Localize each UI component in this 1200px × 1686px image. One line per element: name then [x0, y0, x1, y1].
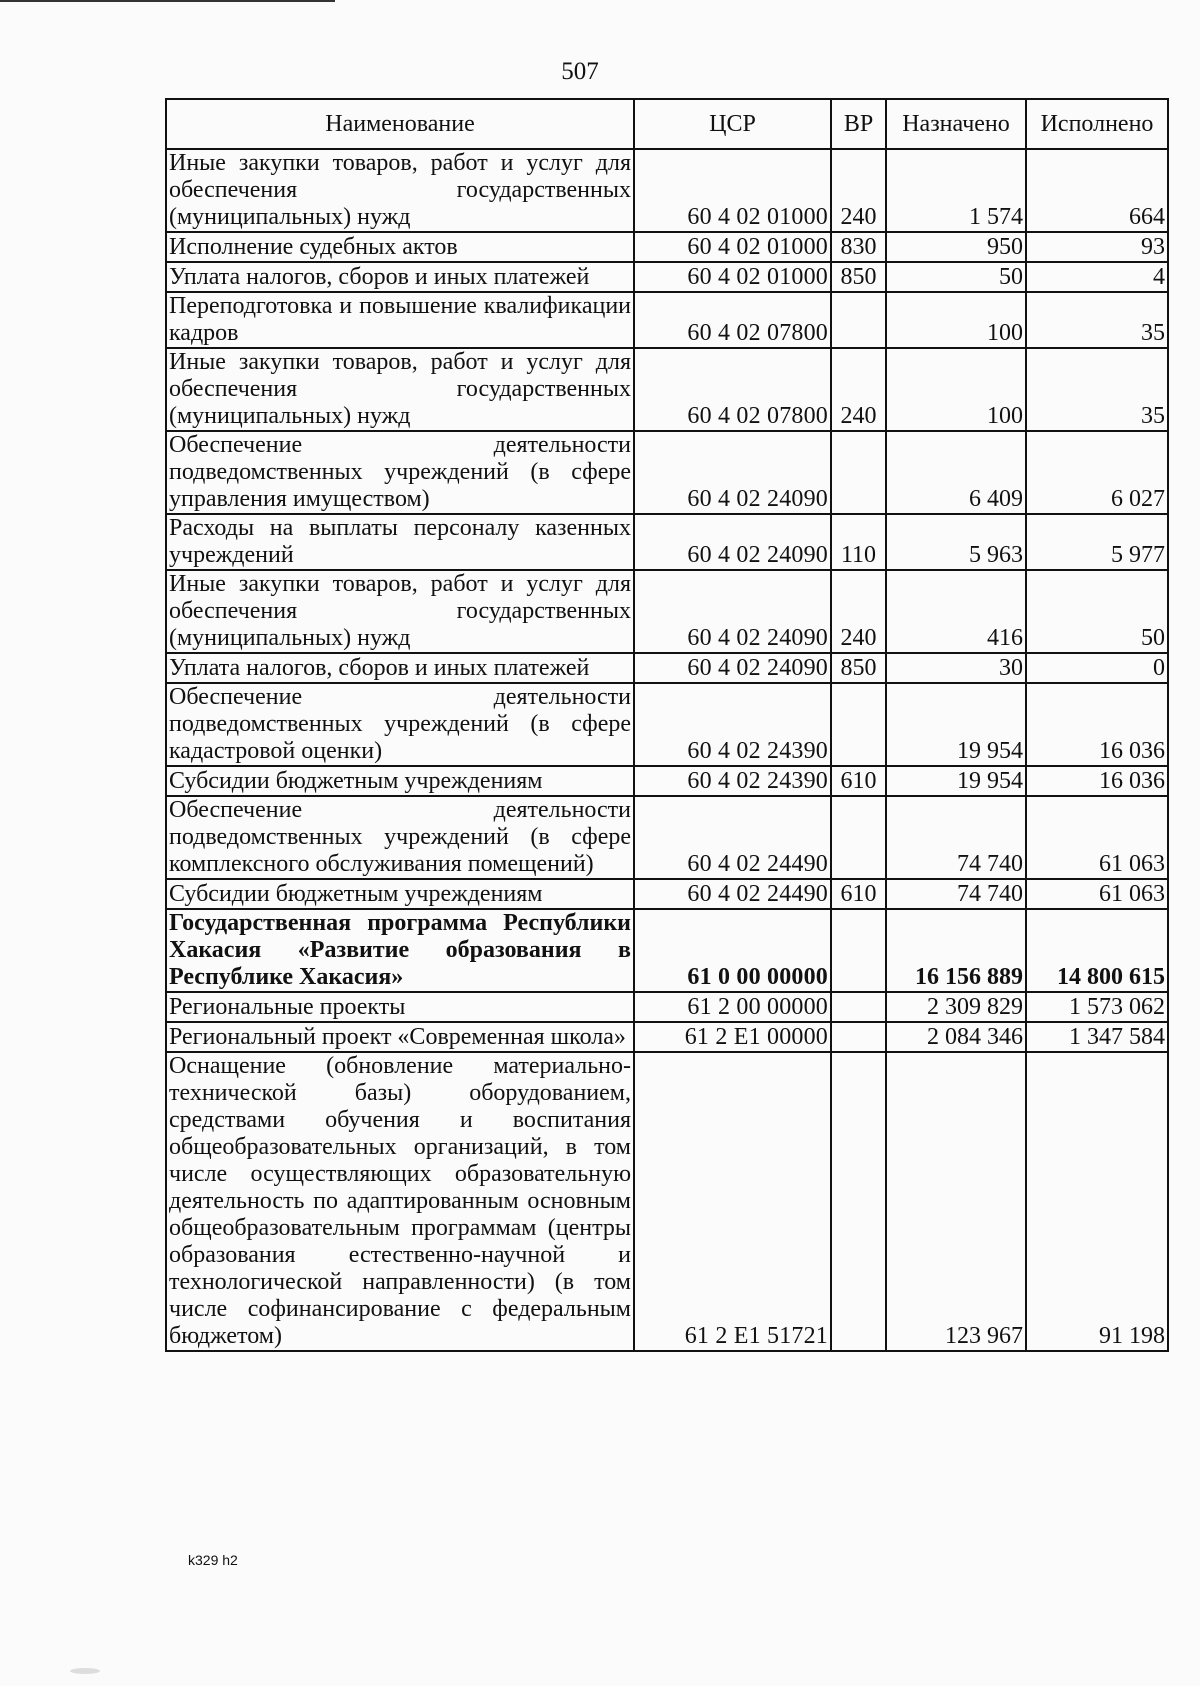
cell-vr	[831, 292, 886, 348]
cell-vr: 240	[831, 149, 886, 232]
cell-executed: 61 063	[1026, 796, 1168, 879]
cell-executed: 1 573 062	[1026, 992, 1168, 1022]
cell-vr: 850	[831, 653, 886, 683]
table-row	[166, 262, 1168, 292]
cell-executed: 1 347 584	[1026, 1022, 1168, 1052]
cell-executed: 50	[1026, 570, 1168, 653]
cell-name: Переподготовка и повышение квалификации кадров	[166, 292, 634, 348]
cell-assigned: 30	[886, 653, 1026, 683]
cell-csr: 61 2 00 00000	[634, 992, 831, 1022]
cell-assigned: 74 740	[886, 796, 1026, 879]
cell-vr: 850	[831, 262, 886, 292]
cell-executed: 91 198	[1026, 1052, 1168, 1351]
cell-csr: 60 4 02 01000	[634, 232, 831, 262]
cell-executed: 5 977	[1026, 514, 1168, 570]
scan-edge-line	[0, 0, 335, 2]
cell-name: Исполнение судебных актов	[166, 232, 634, 262]
cell-name: Региональный проект «Современная школа»	[166, 1022, 634, 1052]
cell-name: Региональные проекты	[166, 992, 634, 1022]
table-row	[166, 796, 1168, 879]
cell-name: Уплата налогов, сборов и иных платежей	[166, 262, 634, 292]
cell-assigned: 5 963	[886, 514, 1026, 570]
cell-vr: 110	[831, 514, 886, 570]
page-number: 507	[561, 58, 599, 85]
cell-assigned: 6 409	[886, 431, 1026, 514]
cell-csr: 60 4 02 24390	[634, 766, 831, 796]
cell-csr: 60 4 02 24090	[634, 514, 831, 570]
cell-assigned: 50	[886, 262, 1026, 292]
table-row	[166, 992, 1168, 1022]
table-row	[166, 232, 1168, 262]
cell-name: Оснащение (обновление материально-технической базы) оборудованием, средствами обучения и воспитания общеобразовательных организаций, в том числе осуществляющих образовательную деятельность по адаптированным основным общеобразовательным программам (центры образования естественно-научной и технологической направленности) (в том числе софинансирование с федеральным бюджетом)	[166, 1052, 634, 1351]
cell-assigned: 950	[886, 232, 1026, 262]
cell-executed: 4	[1026, 262, 1168, 292]
page-number-container	[0, 58, 1200, 86]
cell-vr: 830	[831, 232, 886, 262]
cell-csr: 60 4 02 24490	[634, 879, 831, 909]
cell-vr: 610	[831, 879, 886, 909]
cell-executed: 93	[1026, 232, 1168, 262]
cell-csr: 60 4 02 07800	[634, 348, 831, 431]
cell-assigned: 123 967	[886, 1052, 1026, 1351]
scan-smudge	[70, 1668, 100, 1674]
cell-csr: 61 0 00 00000	[634, 909, 831, 992]
cell-csr: 60 4 02 01000	[634, 149, 831, 232]
cell-vr	[831, 1022, 886, 1052]
footer-code: k329 h2	[188, 1552, 238, 1568]
cell-executed: 35	[1026, 348, 1168, 431]
cell-vr: 610	[831, 766, 886, 796]
header-assigned: Назначено	[886, 99, 1026, 149]
cell-assigned: 19 954	[886, 683, 1026, 766]
table-row	[166, 879, 1168, 909]
cell-assigned: 16 156 889	[886, 909, 1026, 992]
cell-vr: 240	[831, 348, 886, 431]
cell-name: Иные закупки товаров, работ и услуг для обеспечения государственных (муниципальных) нужд	[166, 149, 634, 232]
cell-csr: 61 2 E1 00000	[634, 1022, 831, 1052]
cell-csr: 60 4 02 24090	[634, 653, 831, 683]
cell-vr: 240	[831, 570, 886, 653]
cell-csr: 60 4 02 01000	[634, 262, 831, 292]
cell-assigned: 416	[886, 570, 1026, 653]
cell-vr	[831, 1052, 886, 1351]
cell-csr: 60 4 02 24490	[634, 796, 831, 879]
header-executed: Исполнено	[1026, 99, 1168, 149]
cell-executed: 16 036	[1026, 766, 1168, 796]
table-row	[166, 348, 1168, 431]
table-row	[166, 149, 1168, 232]
cell-executed: 35	[1026, 292, 1168, 348]
budget-execution-table	[165, 98, 1169, 1352]
cell-assigned: 2 309 829	[886, 992, 1026, 1022]
header-name: Наименование	[166, 99, 634, 149]
cell-executed: 14 800 615	[1026, 909, 1168, 992]
cell-vr	[831, 992, 886, 1022]
table-row	[166, 766, 1168, 796]
cell-csr: 60 4 02 24090	[634, 570, 831, 653]
cell-name: Государственная программа Республики Хакасия «Развитие образования в Республике Хакасия»	[166, 909, 634, 992]
table-row	[166, 514, 1168, 570]
cell-vr	[831, 796, 886, 879]
table-row	[166, 683, 1168, 766]
header-vr: ВР	[831, 99, 886, 149]
cell-name: Иные закупки товаров, работ и услуг для обеспечения государственных (муниципальных) нужд	[166, 570, 634, 653]
cell-assigned: 100	[886, 292, 1026, 348]
cell-name: Субсидии бюджетным учреждениям	[166, 879, 634, 909]
table-row	[166, 1052, 1168, 1351]
cell-vr	[831, 683, 886, 766]
table-row	[166, 292, 1168, 348]
cell-executed: 0	[1026, 653, 1168, 683]
cell-csr: 60 4 02 07800	[634, 292, 831, 348]
cell-assigned: 1 574	[886, 149, 1026, 232]
cell-vr	[831, 909, 886, 992]
cell-name: Обеспечение деятельности подведомственных учреждений (в сфере управления имуществом)	[166, 431, 634, 514]
cell-assigned: 74 740	[886, 879, 1026, 909]
cell-name: Обеспечение деятельности подведомственных учреждений (в сфере комплексного обслуживания помещений)	[166, 796, 634, 879]
cell-assigned: 19 954	[886, 766, 1026, 796]
cell-name: Уплата налогов, сборов и иных платежей	[166, 653, 634, 683]
table-row	[166, 431, 1168, 514]
header-csr: ЦСР	[634, 99, 831, 149]
table-row	[166, 570, 1168, 653]
cell-csr: 61 2 E1 51721	[634, 1052, 831, 1351]
table-row	[166, 1022, 1168, 1052]
table-row	[166, 909, 1168, 992]
cell-csr: 60 4 02 24090	[634, 431, 831, 514]
cell-name: Субсидии бюджетным учреждениям	[166, 766, 634, 796]
cell-executed: 6 027	[1026, 431, 1168, 514]
table-row	[166, 653, 1168, 683]
cell-name: Иные закупки товаров, работ и услуг для обеспечения государственных (муниципальных) нужд	[166, 348, 634, 431]
cell-name: Обеспечение деятельности подведомственных учреждений (в сфере кадастровой оценки)	[166, 683, 634, 766]
table-header-row	[166, 99, 1168, 149]
cell-name: Расходы на выплаты персоналу казенных учреждений	[166, 514, 634, 570]
table-body	[166, 149, 1168, 1351]
cell-assigned: 2 084 346	[886, 1022, 1026, 1052]
cell-executed: 664	[1026, 149, 1168, 232]
cell-csr: 60 4 02 24390	[634, 683, 831, 766]
cell-assigned: 100	[886, 348, 1026, 431]
cell-executed: 61 063	[1026, 879, 1168, 909]
cell-executed: 16 036	[1026, 683, 1168, 766]
cell-vr	[831, 431, 886, 514]
